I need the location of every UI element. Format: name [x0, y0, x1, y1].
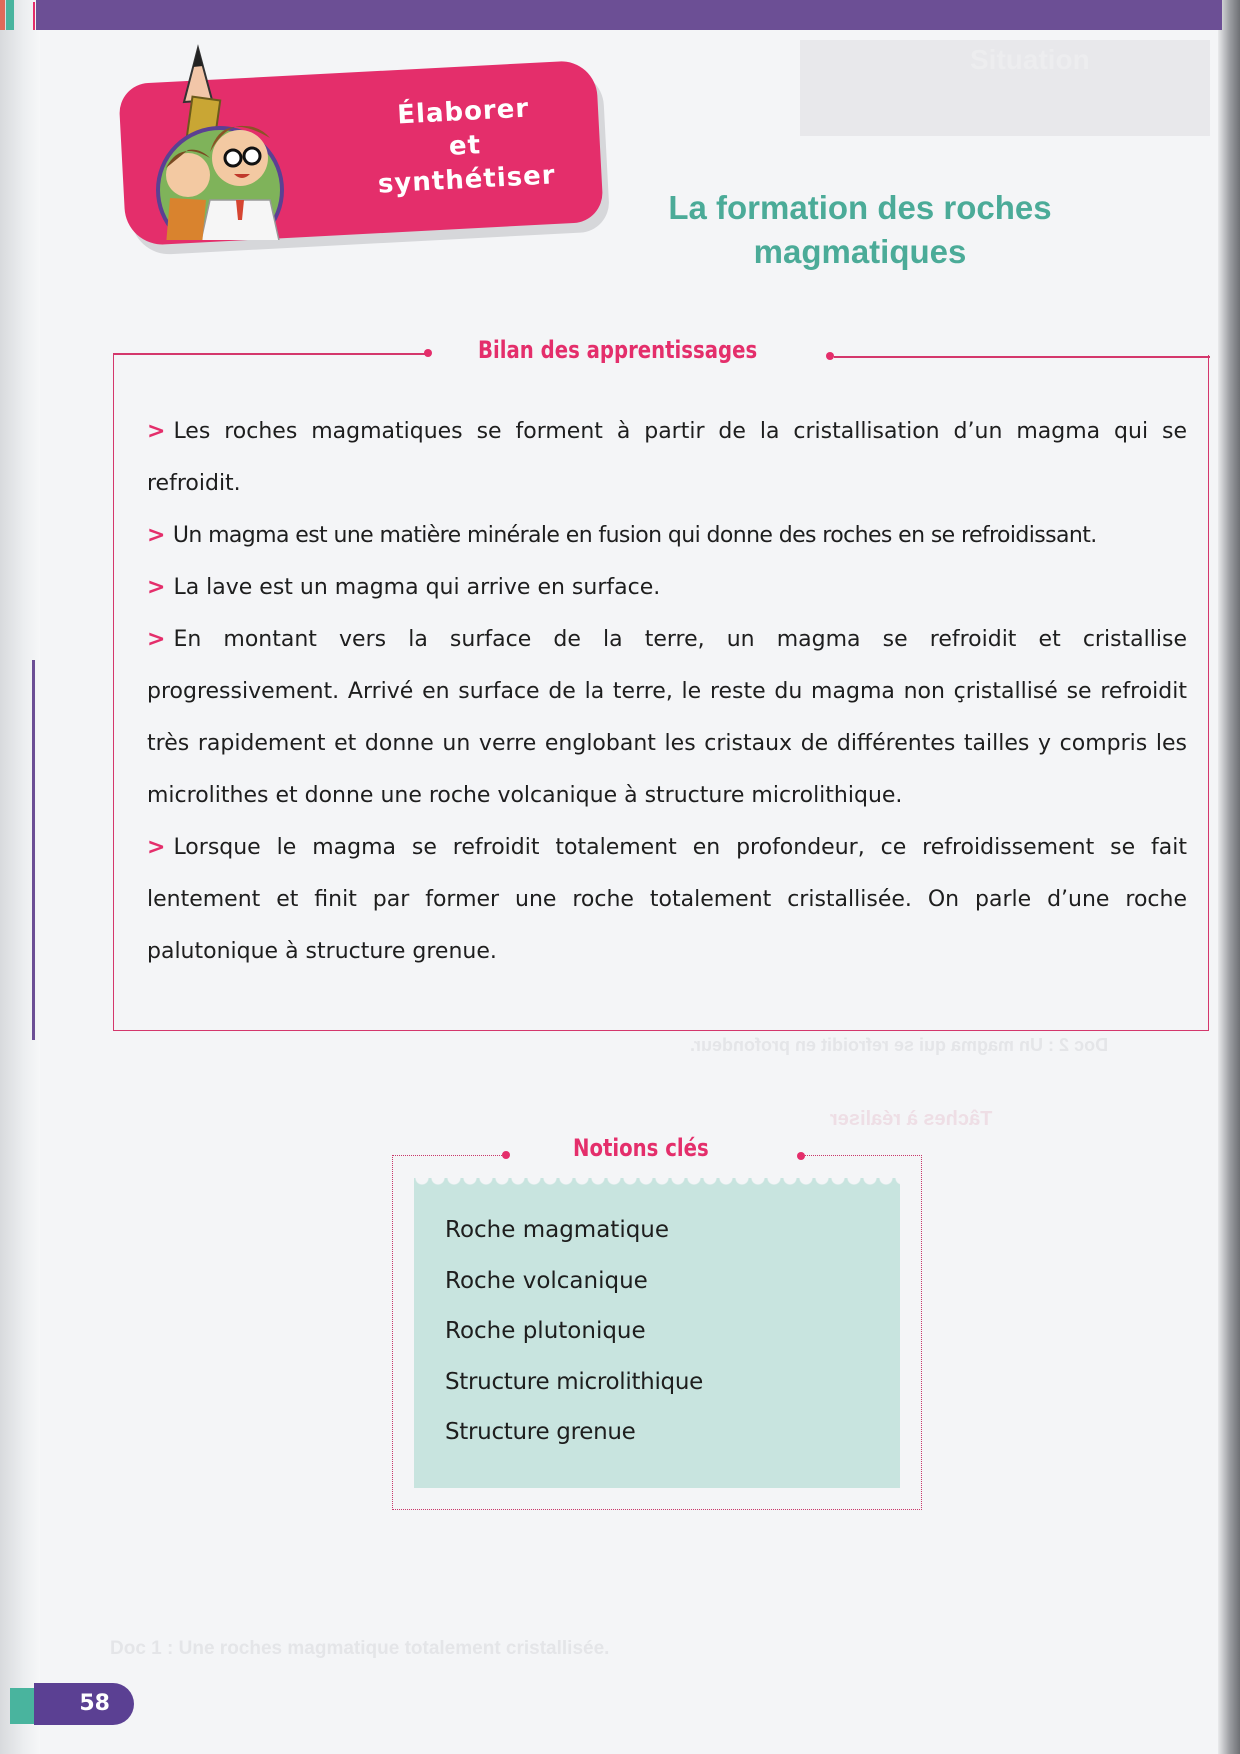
bilan-item-text: La lave est un magma qui arrive en surface. — [173, 575, 661, 600]
chevron-right-icon: > — [147, 627, 166, 652]
bilan-item-text: Lorsque le magma se refroidit totalement en profondeur, ce refroidissement se fait lentement et finit par former une roche totalement cristallisée. On parle d’une roche palutonique à structure grenue. — [147, 835, 1187, 964]
page-number: 58 — [34, 1683, 134, 1725]
notions-list — [445, 1205, 703, 1458]
edge-stripe-teal — [6, 0, 14, 30]
bilan-heading: Bilan des apprentissages — [478, 336, 758, 364]
bilan-item-text: Les roches magmatiques se forment à partir de la cristallisation d’un magma qui se refroidit. — [147, 419, 1187, 496]
page-right-edge-shadow — [1218, 0, 1240, 1754]
notion-item: Roche plutonique — [445, 1318, 646, 1344]
page-title — [620, 186, 1100, 274]
notion-item: Structure microlithique — [445, 1368, 703, 1395]
notion-item: Roche magmatique — [445, 1217, 670, 1243]
notion-item: Structure grenue — [445, 1419, 636, 1445]
edge-stripe-pink — [33, 2, 35, 30]
chevron-right-icon: > — [147, 523, 165, 548]
show-through-doc1-caption: Doc 1 : Une roches magmatique totalement cristallisée. — [110, 1638, 610, 1659]
edge-stripe-purple — [32, 660, 35, 1040]
page-binding-edge — [0, 0, 40, 1754]
top-color-band — [36, 0, 1222, 30]
chevron-right-icon: > — [147, 575, 166, 600]
banner-title — [342, 89, 587, 203]
notion-item: Roche volcanique — [445, 1267, 648, 1294]
show-through-block — [800, 40, 1210, 136]
bilan-item — [147, 562, 1187, 614]
page-title-line-2: magmatiques — [753, 233, 967, 270]
bilan-item-text: En montant vers la surface de la terre, un magma se refroidit et cristallise progressivement. Arrivé en surface de la terre, le reste du magma non çristallisé se refroidit très rapidement et donne un verre englobant les cristaux de différentes tailles y compris les microlithes et donne une roche volcanique à structure microlithique. — [147, 627, 1187, 808]
show-through-tasks: Tâches à réaliser — [830, 1108, 993, 1130]
bilan-item — [147, 822, 1187, 978]
mascot-kids-icon — [140, 40, 300, 240]
banner-line-2: et — [448, 130, 482, 162]
bilan-list — [147, 406, 1187, 978]
chevron-right-icon: > — [147, 419, 166, 444]
page-tab-teal — [10, 1688, 34, 1724]
bilan-item — [147, 406, 1187, 510]
banner-line-1: Élaborer — [396, 93, 530, 131]
chevron-right-icon: > — [147, 835, 166, 860]
show-through-situation: Situation — [970, 44, 1090, 75]
bilan-item — [147, 510, 1187, 562]
bilan-item-text: Un magma est une matière minérale en fusion qui donne des roches en se refroidissant. — [172, 523, 1097, 548]
page-title-line-1: La formation des roches — [668, 189, 1052, 226]
banner-line-3: synthétiser — [377, 160, 557, 200]
bilan-item — [147, 614, 1187, 822]
edge-stripe-red — [0, 0, 5, 30]
notions-heading: Notions clés — [573, 1134, 709, 1162]
show-through-doc2-caption: Doc 2 : Un magma qui se refroidit en profondeur. — [690, 1035, 1109, 1055]
